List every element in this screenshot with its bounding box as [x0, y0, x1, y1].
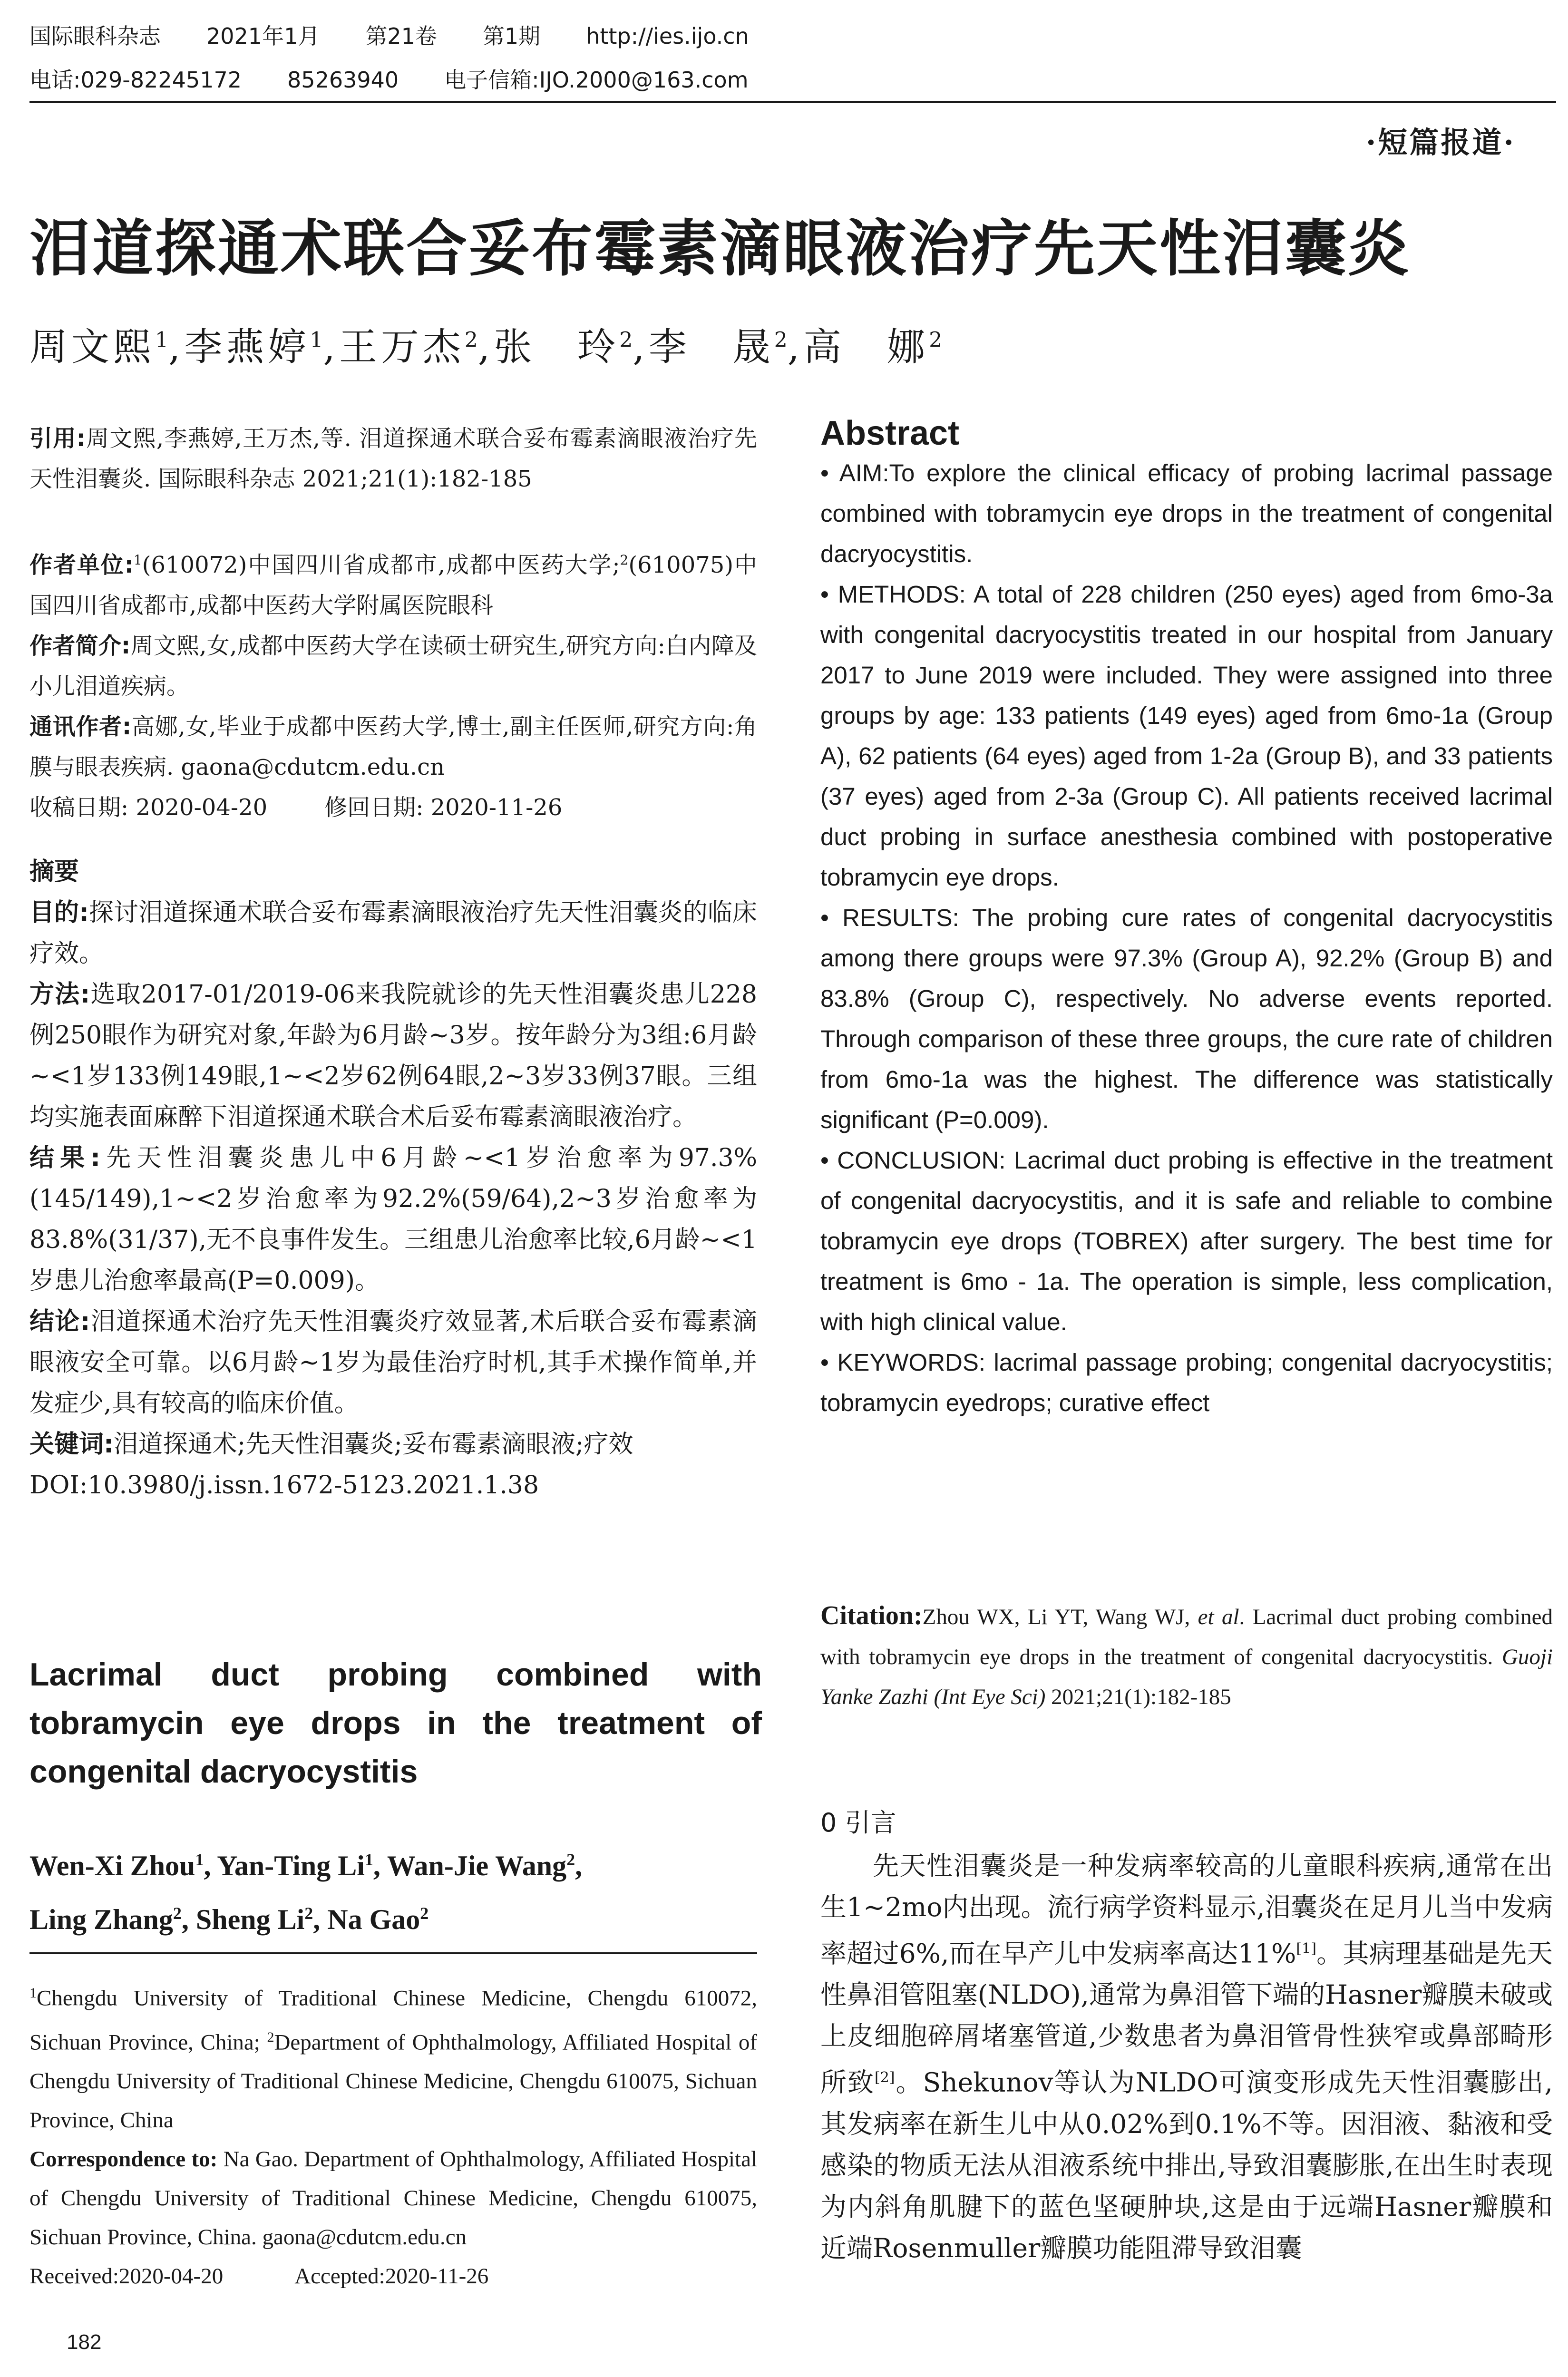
citation-volume: 2021;21(1):182-185 [1051, 1685, 1231, 1709]
author-affil-sup: 1 [195, 1850, 204, 1869]
authors-en: Wen-Xi Zhou$^1$, Yan-Ting Li$^1$, Wan-Jie Wang$^2$, Ling Zhang$^2$, Sheng Li$^2$, Na Gao$^2$ [29, 1850, 583, 1935]
methods-label-en: METHODS: [838, 581, 966, 608]
english-title: Lacrimal duct probing combined with tobramycin eye drops in the treatment of congenital dacryocystitis [29, 1656, 762, 1790]
abstract-en-body [820, 453, 1553, 1423]
abstract-zh [29, 851, 757, 1506]
corr-text: 高娜,女,毕业于成都中医药大学,博士,副主任医师,研究方向:角膜与眼表疾病. gaona@cdutcm.edu.cn [29, 713, 758, 780]
author-affil-sup: 2 [464, 328, 478, 352]
phone: 电话:029-82245172 [29, 67, 242, 93]
corr-label: 通讯作者: [29, 713, 132, 740]
intro-text: 周文熙,女,成都中医药大学在读硕士研究生,研究方向:白内障及小儿泪道疾病。 [29, 633, 758, 700]
author-intro [29, 626, 757, 707]
correspondence-label: Correspondence to: [29, 2147, 218, 2172]
dates-zh [29, 788, 757, 828]
author-name-en: Ling Zhang [29, 1904, 173, 1935]
conclusion-label: 结论: [29, 1307, 90, 1336]
methods-text-en: A total of 228 children (250 eyes) aged from 6mo-3a with congenital dacryocystitis treated in our hospital from January 2017 to June 2019 were included. They were assigned into three groups by age: 133 patients (149 eyes) aged from 6mo-1a (Group A), 62 patients (64 eyes) aged from 1-2a (Group B), and 33 patients (37 eyes) aged from 2-3a (Group C). All patients received lacrimal duct probing in surface anesthesia combined with postoperative tobramycin eye drops. [820, 581, 1553, 891]
author-name: 王万杰 [339, 325, 465, 369]
affiliation-rule [29, 1952, 757, 1954]
received-en: Received:2020-04-20 [29, 2264, 224, 2289]
author-name-en: Yan-Ting Li [217, 1850, 365, 1881]
authors-zh: 周文熙$^1$,李燕婷$^1$,王万杰$^2$,张 玲$^2$,李 晟$^2$,高 娜$^2$ [29, 325, 943, 369]
author-name: 李 晟 [648, 325, 774, 369]
affiliations-en [29, 1974, 757, 2296]
unit-1: (610072)中国四川省成都市,成都中医药大学; [142, 552, 620, 578]
aim-label-en: AIM: [839, 459, 889, 487]
intro-text-1: 先天性泪囊炎是一种发病率较高的儿童眼科疾病,通常在出生1~2mo内出现。流行病学资料显示,泪囊炎在足月儿当中发病率超过6%,而在早产儿中发病率高达11% [820, 1851, 1553, 1969]
citation-authors: Zhou WX, Li YT, Wang WJ, [922, 1605, 1190, 1629]
doi[interactable]: DOI:10.3980/j.issn.1672-5123.2021.1.38 [29, 1471, 539, 1500]
correspondence-text: Na Gao. Department of Ophthalmology, Affiliated Hospital of Chengdu University of Traditional Chinese Medicine, Chengdu 610075, Sichuan Province, China. gaona@cdutcm.edu.cn [29, 2147, 757, 2250]
author-units: 作者单位:$^1$(610072)中国四川省成都市,成都中医药大学;$^2$(610075)中国四川省成都市,成都中医药大学附属医院眼科 [29, 552, 757, 619]
reference-1[interactable]: [1] [1296, 1940, 1316, 1957]
abstract-en [820, 414, 1553, 1423]
units-label: 作者单位: [29, 552, 134, 578]
author-name-en: Wan-Jie Wang [387, 1850, 567, 1881]
issue-date: 2021年1月 [206, 23, 320, 49]
phone-2: 85263940 [287, 67, 399, 93]
abstract-en-keywords: • KEYWORDS: lacrimal passage probing; congenital dacryocystitis; tobramycin eyedrops; curative effect [820, 1349, 1553, 1416]
citation-journal: Guoji Yanke Zazhi (Int Eye Sci) [820, 1645, 1553, 1709]
author-affil-sup: 2 [420, 1904, 429, 1923]
page-number: 182 [67, 2330, 102, 2354]
reference-2[interactable]: [2] [875, 2069, 895, 2086]
author-affil-sup: 1 [155, 328, 168, 352]
abstract-zh-aim [29, 892, 757, 974]
keywords-label-en: KEYWORDS: [837, 1349, 986, 1376]
citation-zh [29, 419, 757, 499]
results-label-en: RESULTS: [842, 904, 959, 931]
methods-label: 方法: [29, 980, 90, 1009]
author-affil-sup: 2 [774, 328, 788, 352]
running-header-line-1 [29, 19, 795, 50]
corresponding-author [29, 707, 757, 788]
affiliation-1: Chengdu University of Traditional Chinese Medicine, Chengdu 610072, Sichuan Province, China; [29, 1986, 757, 2055]
aim-text: 探讨泪道探通术联合妥布霉素滴眼液治疗先天性泪囊炎的临床疗效。 [29, 898, 757, 968]
conclusion-label-en: CONCLUSION: [837, 1147, 1006, 1174]
intro-text-2: 。其病理基础是先天性鼻泪管阻塞(NLDO),通常为鼻泪管下端的Hasner瓣膜未破或上皮细胞碎屑堵塞管道,少数患者为鼻泪管骨性狭窄或鼻部畸形所致 [820, 1938, 1553, 2098]
author-affil-sup: 1 [310, 328, 323, 352]
abstract-en-heading: Abstract [820, 414, 960, 452]
abstract-en-results: • RESULTS: The probing cure rates of congenital dacryocystitis among there groups were 97.3% (Group A), 92.2% (Group B) and 83.8% (Group C), respectively. No adverse events reported. Through comparison of these three groups, the cure rate of children from 6mo-1a was the highest. The difference was statistically significant (P=0.009). [820, 904, 1553, 1133]
conclusion-text: 泪道探通术治疗先天性泪囊炎疗效显著,术后联合妥布霉素滴眼液安全可靠。以6月龄~1岁为最佳治疗时机,其手术操作简单,并发症少,具有较高的临床价值。 [29, 1307, 758, 1418]
abstract-en-methods: • METHODS: A total of 228 children (250 eyes) aged from 6mo-3a with congenital dacryocystitis treated in our hospital from January 2017 to June 2019 were included. They were assigned into three groups by age: 133 patients (149 eyes) aged from 6mo-1a (Group A), 62 patients (64 eyes) aged from 1-2a (Group B), and 33 patients (37 eyes) aged from 2-3a (Group C). All patients received lacrimal duct probing in surface anesthesia combined with postoperative tobramycin eye drops. [820, 581, 1553, 891]
correspondence-en [29, 2140, 757, 2257]
journal-url[interactable]: http://ies.ijo.cn [586, 23, 749, 49]
intro-label: 作者简介: [29, 633, 131, 659]
revised-date: 修回日期: 2020-11-26 [324, 794, 563, 821]
intro-text-3: 。Shekunov等认为NLDO可演变形成先天性泪囊膨出,其发病率在新生儿中从0.02%到0.1%不等。因泪液、黏液和受感染的物质无法从泪液系统中排出,导致泪囊膨胀,在出生时表现为内斜角肌腱下的蓝色坚硬肿块,这是由于远端Hasner瓣膜和近端Rosenmuller瓣膜功能阻滞导致泪囊 [820, 2067, 1553, 2263]
accepted-en: Accepted:2020-11-26 [294, 2264, 489, 2289]
unit-2: (610075)中国四川省成都市,成都中医药大学附属医院眼科 [29, 552, 757, 619]
author-affil-sup: 2 [173, 1904, 182, 1923]
citation-label: 引用: [29, 425, 86, 452]
article-title: 泪道探通术联合妥布霉素滴眼液治疗先天性泪囊炎 [29, 214, 1411, 284]
citation-title: . Lacrimal duct probing combined with tobramycin eye drops in the treatment of congenital dacryocystitis. [820, 1605, 1553, 1669]
author-affil-sup: 2 [929, 328, 943, 352]
results-text: 先天性泪囊炎患儿中6月龄~<1岁治愈率为97.3%(145/149),1~<2岁治愈率为92.2%(59/64),2~3岁治愈率为83.8%(31/37),无不良事件发生。三组患儿治愈率比较,6月龄~<1岁患儿治愈率最高(P=0.009)。 [29, 1144, 757, 1295]
author-name-en: Wen-Xi Zhou [29, 1850, 195, 1881]
author-affil-sup: 2 [619, 328, 633, 352]
results-text-en: The probing cure rates of congenital dacryocystitis among there groups were 97.3% (Group A), 92.2% (Group B) and 83.8% (Group C), respectively. No adverse events reported. Through comparison of these three groups, the cure rate of children from 6mo-1a was the highest. The difference was statistically significant (P=0.009). [820, 904, 1553, 1133]
aim-text-en: To explore the clinical efficacy of probing lacrimal passage combined with tobramycin eye drops in the treatment of congenital dacryocystitis. [820, 459, 1553, 567]
keywords-text-en: lacrimal passage probing; congenital dacryocystitis; tobramycin eyedrops; curative effect [820, 1349, 1553, 1416]
header-rule [29, 101, 1556, 103]
affiliation-2: Department of Ophthalmology, Affiliated Hospital of Chengdu University of Traditional Chinese Medicine, Chengdu 610075, Sichuan Province, China [29, 2030, 757, 2133]
keywords-label: 关键词: [29, 1430, 114, 1459]
author-name-en: Sheng Li [195, 1904, 305, 1935]
citation-text: 周文熙,李燕婷,王万杰,等. 泪道探通术联合妥布霉素滴眼液治疗先天性泪囊炎. 国际眼科杂志 2021;21(1):182-185 [29, 425, 757, 492]
citation-en-label: Citation: [820, 1601, 923, 1630]
received-date: 收稿日期: 2020-04-20 [29, 794, 268, 821]
intro-paragraph [820, 1845, 1553, 2269]
author-affil-sup: 1 [364, 1850, 373, 1869]
abstract-zh-methods [29, 974, 757, 1138]
author-name: 张 玲 [494, 325, 620, 369]
volume: 第21卷 [365, 23, 437, 49]
author-name: 高 娜 [803, 325, 929, 369]
abstract-zh-keywords [29, 1424, 757, 1465]
journal-name: 国际眼科杂志 [29, 23, 161, 49]
running-header-line-2 [29, 63, 794, 94]
section-label: ·短篇报道· [1365, 125, 1516, 160]
author-name: 李燕婷 [184, 325, 310, 369]
dates-en [29, 2257, 757, 2296]
author-name: 周文熙 [29, 325, 155, 369]
author-name-en: Na Gao [327, 1904, 420, 1935]
abstract-zh-conclusion [29, 1301, 757, 1424]
results-label: 结果: [29, 1144, 101, 1172]
article-metadata [29, 419, 757, 828]
conclusion-text-en: Lacrimal duct probing is effective in the treatment of congenital dacryocystitis, and it is safe and reliable to combine tobramycin eye drops (TOBREX) after surgery. The best time for treatment is 6mo - 1a. The operation is simple, less complication, with high clinical value. [820, 1147, 1553, 1335]
author-affil-sup: 2 [566, 1850, 575, 1869]
affiliations-text: $^1$Chengdu University of Traditional Chinese Medicine, Chengdu 610072, Sichuan Province, China; $^2$Department of Ophthalmology, Affiliated Hospital of Chengdu University of Traditional Chinese Medicine, Chengdu 610075, Sichuan Province, China [29, 1985, 757, 2133]
abstract-zh-heading: 摘要 [29, 857, 79, 886]
intro-heading: 0 引言 [820, 1808, 896, 1838]
author-affil-sup: 2 [304, 1904, 313, 1923]
methods-text: 选取2017-01/2019-06来我院就诊的先天性泪囊炎患儿228例250眼作为研究对象,年龄为6月龄~3岁。按年龄分为3组:6月龄~<1岁133例149眼,1~<2岁62例64眼,2~3岁33例37眼。三组均实施表面麻醉下泪道探通术联合术后妥布霉素滴眼液治疗。 [29, 980, 758, 1131]
journal-email[interactable]: 电子信箱:IJO.2000@163.com [444, 67, 749, 93]
aim-label: 目的: [29, 898, 89, 927]
abstract-zh-results [29, 1138, 757, 1301]
citation-en [820, 1596, 1553, 1717]
issue-number: 第1期 [482, 23, 541, 49]
keywords-text: 泪道探通术;先天性泪囊炎;妥布霉素滴眼液;疗效 [113, 1430, 633, 1459]
abstract-en-conclusion: • CONCLUSION: Lacrimal duct probing is effective in the treatment of congenital dacryocystitis, and it is safe and reliable to combine tobramycin eye drops (TOBREX) after surgery. The best time for treatment is 6mo - 1a. The operation is simple, less complication, with high clinical value. [820, 1147, 1553, 1335]
citation-et-al: et al [1198, 1605, 1239, 1629]
abstract-en-aim: • AIM:To explore the clinical efficacy of probing lacrimal passage combined with tobramycin eye drops in the treatment of congenital dacryocystitis. [820, 459, 1553, 567]
